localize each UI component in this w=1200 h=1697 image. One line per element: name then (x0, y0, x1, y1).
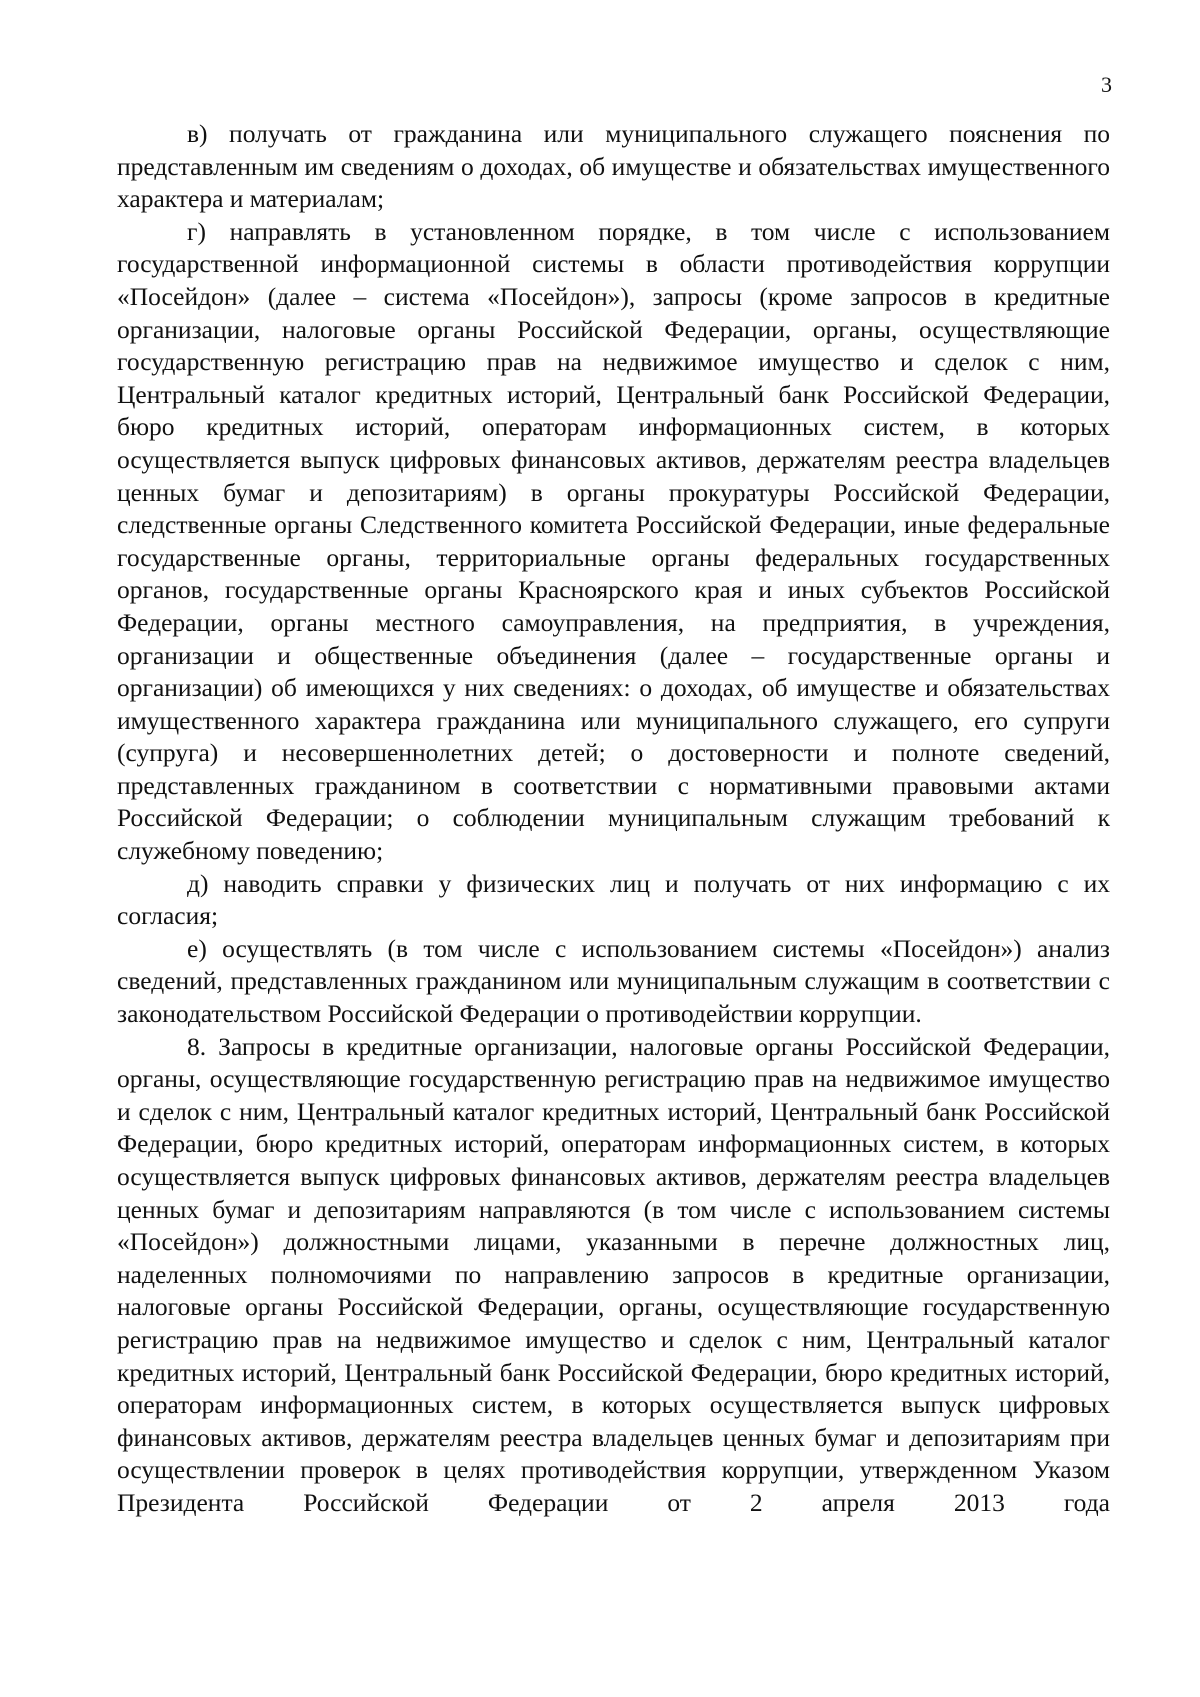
paragraph-d-make-inquiries: д) наводить справки у физических лиц и получать от них информацию с их согласия; (117, 868, 1110, 931)
page-number: 3 (1101, 72, 1112, 97)
paragraph-g-send-requests: г) направлять в установленном порядке, в том числе с использованием государственной информационной системы в области противодействия коррупции «Посейдон» (далее – система «Посейдон»), запросы (кроме запросов в кредитные организации, налоговые органы Российской Федерации, органы, осуществляющие государственную регистрацию прав на недвижимое имущество и сделок с ним, Центральный каталог кредитных историй, Центральный банк Российской Федерации, бюро кредитных историй, операторам информационных систем, в которых осуществляется выпуск цифровых финансовых активов, держателям реестра владельцев ценных бумаг и депозитариям) в органы прокуратуры Российской Федерации, следственные органы Следственного комитета Российской Федерации, иные федеральные государственные органы, территориальные органы федеральных государственных органов, государственные органы Красноярского края и иных субъектов Российской Федерации, органы местного самоуправления, на предприятия, в учреждения, организации и общественные объединения (далее – государственные органы и организации) об имеющихся у них сведениях: о доходах, об имуществе и обязательствах имущественного характера гражданина или муниципального служащего, его супруги (супруга) и несовершеннолетних детей; о достоверности и полноте сведений, представленных гражданином в соответствии с нормативными правовыми актами Российской Федерации; о соблюдении муниципальным служащим требований к служебному поведению; (117, 216, 1110, 866)
paragraph-v-obtain-explanations: в) получать от гражданина или муниципального служащего пояснения по представленным им сведениям о доходах, об имуществе и обязательствах имущественного характера и материалам; (117, 119, 1110, 214)
document-body (117, 118, 1110, 1520)
paragraph-8-requests: 8. Запросы в кредитные организации, налоговые органы Российской Федерации, органы, осуществляющие государственную регистрацию прав на недвижимое имущество и сделок с ним, Центральный каталог кредитных историй, Центральный банк Российской Федерации, бюро кредитных историй, операторам информационных систем, в которых осуществляется выпуск цифровых финансовых активов, держателям реестра владельцев ценных бумаг и депозитариям направляются (в том числе с использованием системы «Посейдон») должностными лицами, указанными в перечне должностных лиц, наделенных полномочиями по направлению запросов в кредитные организации, налоговые органы Российской Федерации, органы, осуществляющие государственную регистрацию прав на недвижимое имущество и сделок с ним, Центральный каталог кредитных историй, Центральный банк Российской Федерации, бюро кредитных историй, операторам информационных систем, в которых осуществляется выпуск цифровых финансовых активов, держателям реестра владельцев ценных бумаг и депозитариям при осуществлении проверок в целях противодействия коррупции, утвержденном Указом Президента Российской Федерации от 2 апреля 2013 года (117, 1031, 1110, 1517)
paragraph-e-analysis: е) осуществлять (в том числе с использованием системы «Посейдон») анализ сведений, представленных гражданином или муниципальным служащим в соответствии с законодательством Российской Федерации о противодействии коррупции. (117, 933, 1110, 1029)
